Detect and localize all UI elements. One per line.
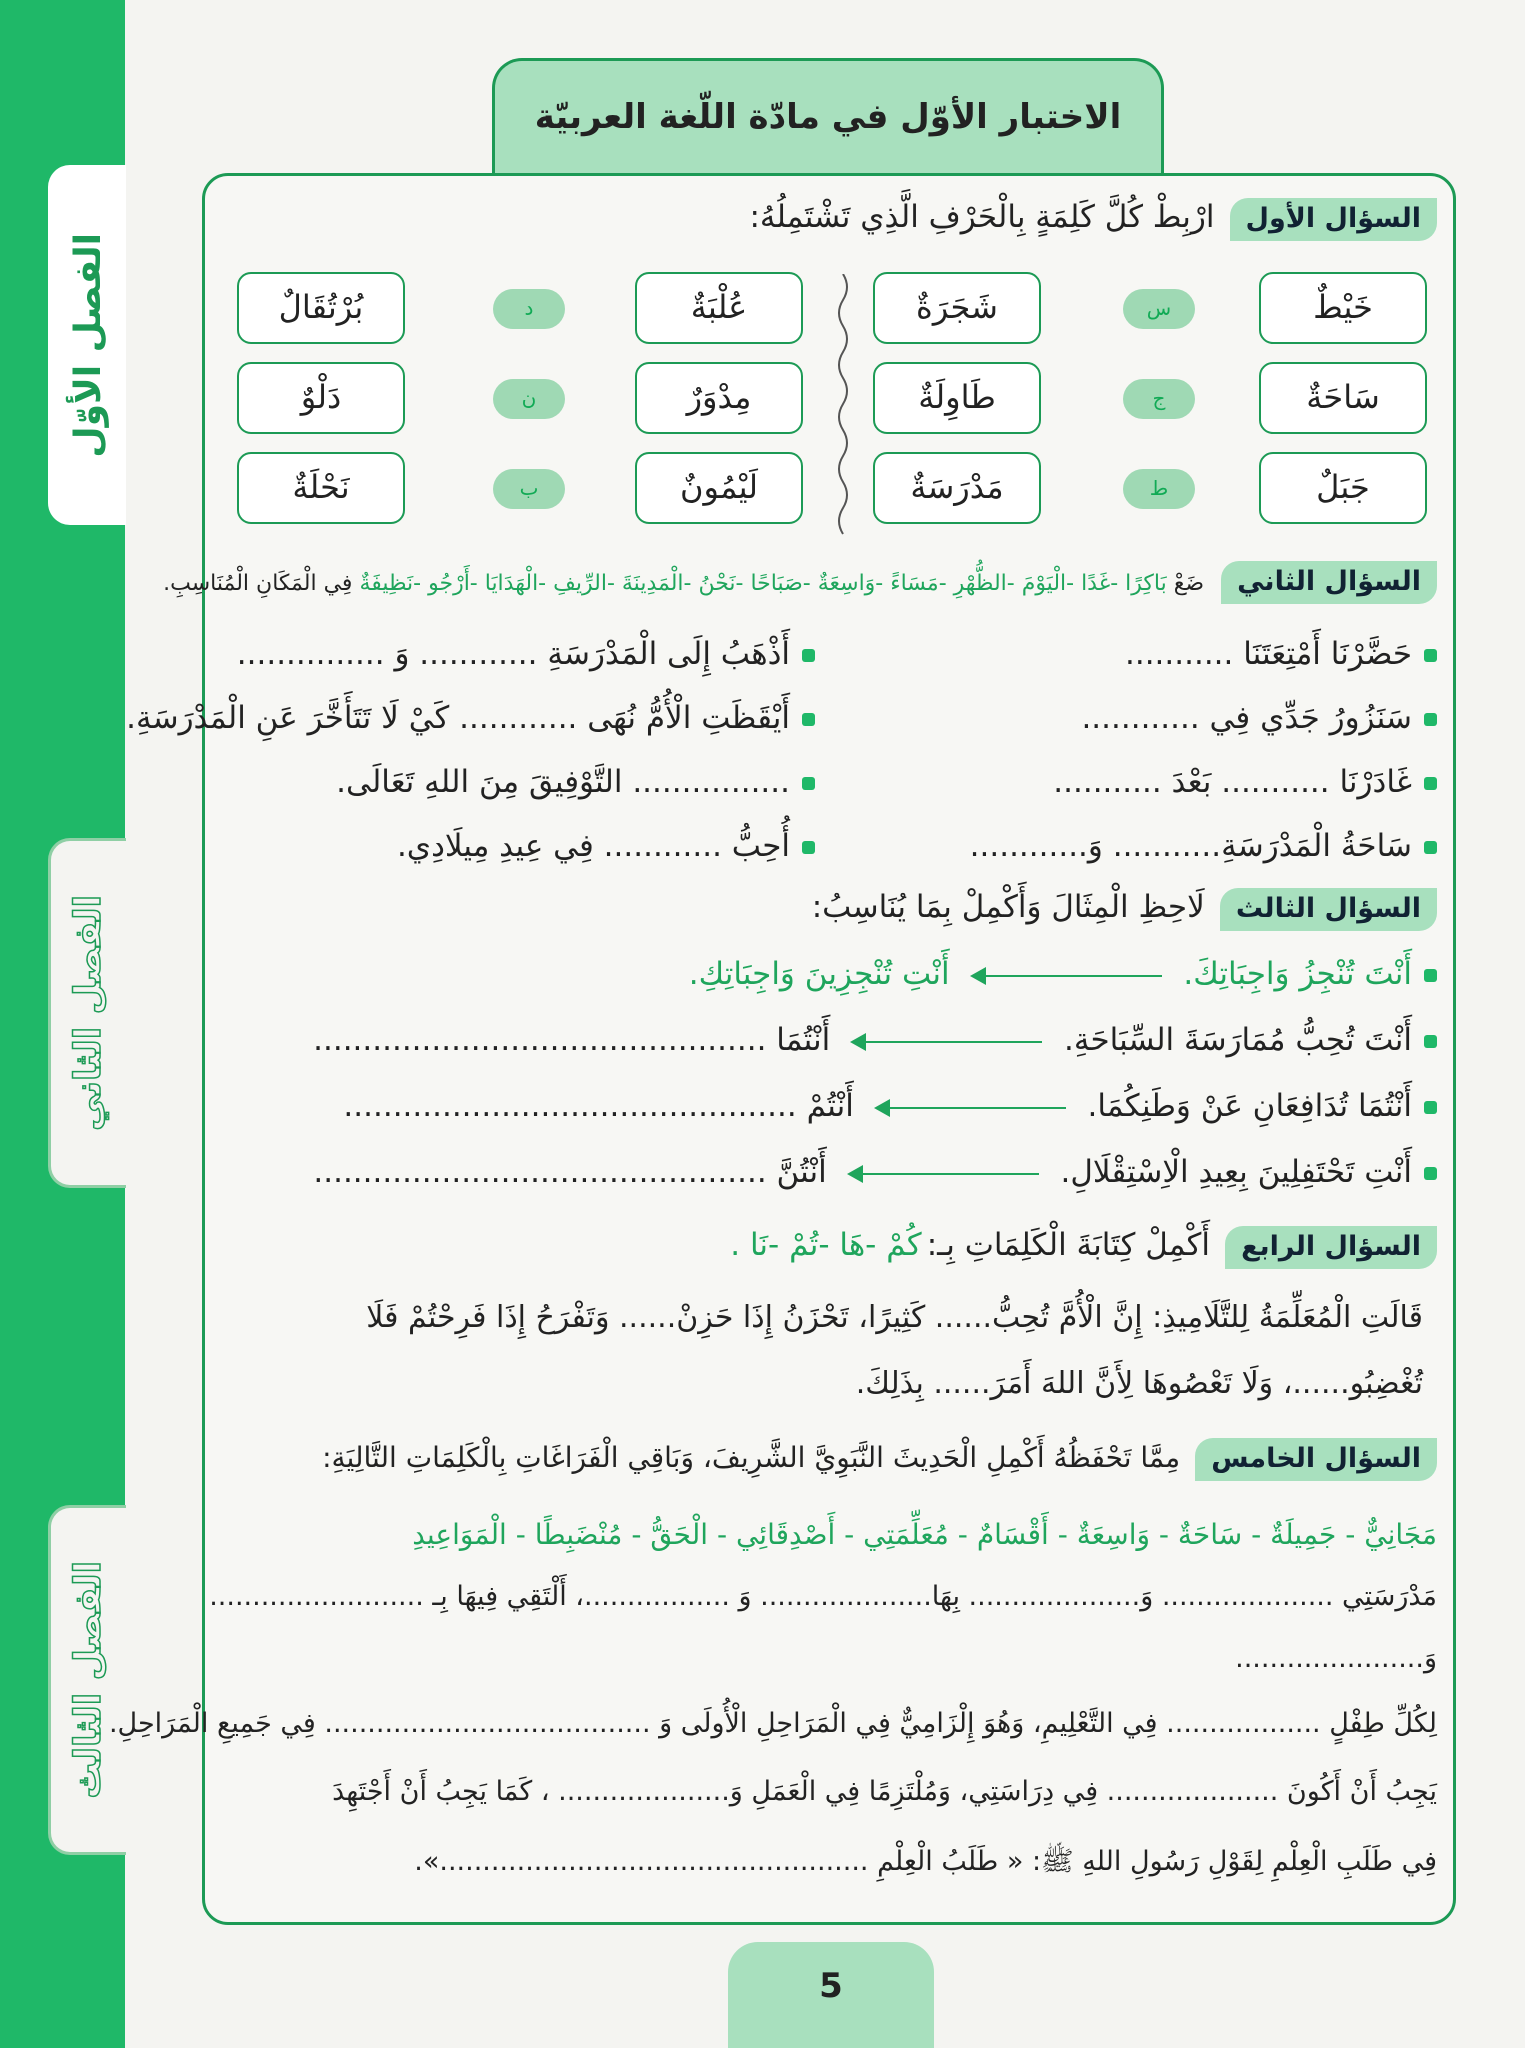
bullet-icon (1424, 841, 1437, 854)
q1-word-box[interactable]: نَحْلَةٌ (237, 452, 405, 524)
q1-letter-pill[interactable]: س (1123, 289, 1195, 329)
q5-line[interactable]: وَ...................... (1235, 1643, 1437, 1674)
q2-item[interactable] (1125, 636, 1437, 672)
q2-header (163, 561, 1437, 604)
exam-frame (108, 173, 1456, 1925)
arrow-left-icon (972, 975, 1162, 977)
q3-pronoun: أَنْتِ (901, 956, 950, 992)
q5-label: السؤال الخامس (1195, 1438, 1437, 1481)
arrow-left-icon (852, 1041, 1042, 1043)
arrow-left-icon (876, 1107, 1066, 1109)
tab-chapter-2[interactable] (48, 838, 126, 1188)
q2-item[interactable] (1081, 700, 1437, 736)
bullet-icon (802, 649, 815, 662)
tab-chapter-3[interactable] (48, 1505, 126, 1855)
q2-item[interactable] (1053, 764, 1437, 800)
arrow-left-icon (849, 1173, 1039, 1175)
q3-row (689, 956, 1437, 992)
q3-row[interactable] (343, 1088, 1437, 1124)
q1-word-box[interactable]: شَجَرَةٌ (873, 272, 1041, 344)
q2-item[interactable] (126, 700, 815, 736)
q2-instruction-suffix: فِي الْمَكَانِ الْمُنَاسِبِ. (163, 571, 353, 596)
q1-word-box[interactable]: عُلْبَةٌ (635, 272, 803, 344)
q2-item-text: أُحِبُّ ............ فِي عِيدِ مِيلَادِي. (396, 828, 790, 864)
q5-line[interactable]: فِي طَلَبِ الْعِلْمِ لِقَوْلِ رَسُولِ اللهِ ﷺ: « طَلَبُ الْعِلْمِ ..................................................». (414, 1846, 1437, 1877)
q1-word-box[interactable]: مِدْوَرٌ (635, 362, 803, 434)
bullet-icon (1424, 777, 1437, 790)
q2-item-text: غَادَرْنَا ........... بَعْدَ ........... (1053, 764, 1412, 800)
q1-wavy-divider (833, 274, 853, 542)
q3-instruction: لَاحِظِ الْمِثَالَ وَأَكْمِلْ بِمَا يُنَاسِبُ: (811, 889, 1205, 925)
q3-sentence: أَنْتَ تُحِبُّ مُمَارَسَةَ السِّبَاحَةِ. (1063, 1022, 1412, 1058)
page-title: الاختبار الأوّل في مادّة اللّغة العربيّة (492, 58, 1164, 178)
q2-item[interactable] (397, 828, 815, 864)
q2-item-text: ................ التَّوْفِيقَ مِنَ اللهِ تَعَالَى. (336, 764, 790, 800)
q1-word-box[interactable]: لَيْمُونٌ (635, 452, 803, 524)
q1-word-box[interactable]: سَاحَةٌ (1259, 362, 1427, 434)
q3-answer-blank[interactable]: .............................................. (343, 1088, 797, 1124)
q4-header (730, 1226, 1437, 1269)
q1-word-box[interactable]: طَاوِلَةٌ (873, 362, 1041, 434)
q5-line[interactable]: مَدْرَسَتِي .................... وَ.................... بِهَا.................... وَ .................، أَلْتَقِي فِيهَا بِـ ......................... (209, 1581, 1437, 1612)
q1-letter-pill[interactable]: ج (1123, 379, 1195, 419)
q2-instruction-prefix: ضَعْ (1173, 571, 1205, 596)
q3-sentence: أَنْتَ تُنْجِزُ وَاجِبَاتِكَ. (1183, 956, 1412, 992)
q2-item[interactable] (237, 636, 815, 672)
q3-sentence: أَنْتُمَا تُدَافِعَانِ عَنْ وَطَنِكُمَا. (1087, 1088, 1412, 1124)
q3-pronoun: أَنْتُمَا (776, 1022, 831, 1058)
q1-word-box[interactable]: بُرْتُقَالٌ (237, 272, 405, 344)
q1-letter-pill[interactable]: ط (1123, 469, 1195, 509)
q4-label: السؤال الرابع (1225, 1226, 1437, 1269)
q2-label: السؤال الثاني (1221, 561, 1437, 604)
q4-line[interactable]: تُغْضِبُو......، وَلَا تَعْصُوهَا لِأَنَّ اللهَ أَمَرَ...... بِذَلِكَ. (855, 1366, 1423, 1401)
bullet-icon (1424, 713, 1437, 726)
q3-pronoun: أَنْتُمْ (806, 1088, 854, 1124)
page-number: 5 (728, 1942, 934, 2048)
q4-suffixes: كُمْ -هَا -تُمْ -نَا . (730, 1227, 922, 1263)
q5-line[interactable]: يَجِبُ أَنْ أَكُونَ .................... فِي دِرَاسَتِي، وَمُلْتَزِمًا فِي الْعَمَلِ وَ.................... ، كَمَا يَجِبُ أَنْ أَجْتَهِدَ (332, 1776, 1437, 1807)
tab-chapter-1-label: الفصل الأوّل (68, 232, 109, 458)
bullet-icon (1424, 1167, 1437, 1180)
q3-sentence: أَنْتِ تَحْتَفِلِينَ بِعِيدِ الْاِسْتِقْلَالِ. (1060, 1154, 1412, 1190)
q2-item[interactable] (336, 764, 815, 800)
q1-letter-pill[interactable]: ن (493, 379, 565, 419)
q2-word-bank: بَاكِرًا -غَدًا -الْيَوْمَ -الظُّهْرِ -مَسَاءً -وَاسِعَةٌ -صَبَاحًا -نَحْنُ -الْمَدِينَةَ -الرِّيفِ -الْهَدَايَا -أَرْجُو -نَظِيفَةٌ (359, 571, 1167, 596)
q3-row[interactable] (313, 1022, 1437, 1058)
q5-word-bank: مَجَانِيٌّ - جَمِيلَةٌ - سَاحَةٌ - وَاسِعَةٌ - أَقْسَامٌ - مُعَلِّمَتِي - أَصْدِقَائِي - الْحَقُّ - مُنْضَبِطًا - الْمَوَاعِيدِ (412, 1518, 1437, 1551)
tab-chapter-1[interactable] (48, 165, 126, 525)
q5-line[interactable]: لِكُلِّ طِفْلٍ .................. فِي التَّعْلِيمِ، وَهُوَ إِلْزَامِيٌّ فِي الْمَرَاحِلِ الْأُولَى وَ ...................................... فِي جَمِيعِ الْمَرَاحِلِ. (108, 1708, 1437, 1739)
q3-row[interactable] (313, 1154, 1437, 1190)
q3-pronoun: أَنْتُنَّ (776, 1154, 827, 1190)
q5-header (322, 1438, 1437, 1481)
tab-chapter-2-label: الفصل الثاني (68, 895, 109, 1131)
q1-word-box[interactable]: جَبَلٌ (1259, 452, 1427, 524)
q3-header (812, 888, 1437, 931)
bullet-icon (802, 777, 815, 790)
q2-item-text: حَضَّرْنَا أَمْتِعَتَنَا ........... (1124, 636, 1412, 672)
bullet-icon (1424, 649, 1437, 662)
q1-instruction: ارْبِطْ كُلَّ كَلِمَةٍ بِالْحَرْفِ الَّذِي تَشْتَمِلُهُ: (749, 199, 1215, 235)
q1-word-box[interactable]: مَدْرَسَةٌ (873, 452, 1041, 524)
q2-item-text: أَذْهَبُ إِلَى الْمَدْرَسَةِ ............ وَ ............... (236, 636, 790, 672)
q2-item-text: سَاحَةُ الْمَدْرَسَةِ........... وَ............ (969, 828, 1412, 864)
tab-chapter-3-label: الفصل الثالث (68, 1561, 109, 1799)
bullet-icon (802, 841, 815, 854)
bullet-icon (802, 713, 815, 726)
q3-label: السؤال الثالث (1220, 888, 1437, 931)
q3-answer: تُنْجِزِينَ وَاجِبَاتِكِ. (688, 956, 893, 992)
q1-word-box[interactable]: خَيْطٌ (1259, 272, 1427, 344)
q2-item-text: أَيْقَظَتِ الْأُمُّ نُهَى ............ كَيْ لَا تَتَأَخَّرَ عَنِ الْمَدْرَسَةِ. (126, 700, 790, 736)
q4-line[interactable]: قَالَتِ الْمُعَلِّمَةُ لِلتَّلَامِيذِ: إِنَّ الْأُمَّ تُحِبُّ...... كَثِيرًا، تَحْزَنُ إِذَا حَزِنْ...... وَتَفْرَحُ إِذَا فَرِحْتُمْ فَلَا (366, 1300, 1423, 1335)
q2-item[interactable] (970, 828, 1437, 864)
bullet-icon (1424, 1035, 1437, 1048)
q1-letter-pill[interactable]: د (493, 289, 565, 329)
q1-letter-pill[interactable]: ب (493, 469, 565, 509)
q3-answer-blank[interactable]: .............................................. (313, 1022, 767, 1058)
bullet-icon (1424, 1101, 1437, 1114)
q5-instruction: مِمَّا تَحْفَظُهُ أَكْمِلِ الْحَدِيثَ النَّبَوِيَّ الشَّرِيفَ، وَبَاقِي الْفَرَاغَاتِ بِالْكَلِمَاتِ التَّالِيَةِ: (322, 1441, 1181, 1474)
bullet-icon (1424, 969, 1437, 982)
q2-item-text: سَنَزُورُ جَدِّي فِي ............ (1081, 700, 1412, 736)
q1-word-box[interactable]: دَلْوٌ (237, 362, 405, 434)
q4-instruction: أَكْمِلْ كِتَابَةَ الْكَلِمَاتِ بِـ: (926, 1227, 1210, 1263)
q1-header (749, 198, 1437, 241)
q3-answer-blank[interactable]: .............................................. (313, 1154, 767, 1190)
q1-label: السؤال الأول (1230, 198, 1437, 241)
